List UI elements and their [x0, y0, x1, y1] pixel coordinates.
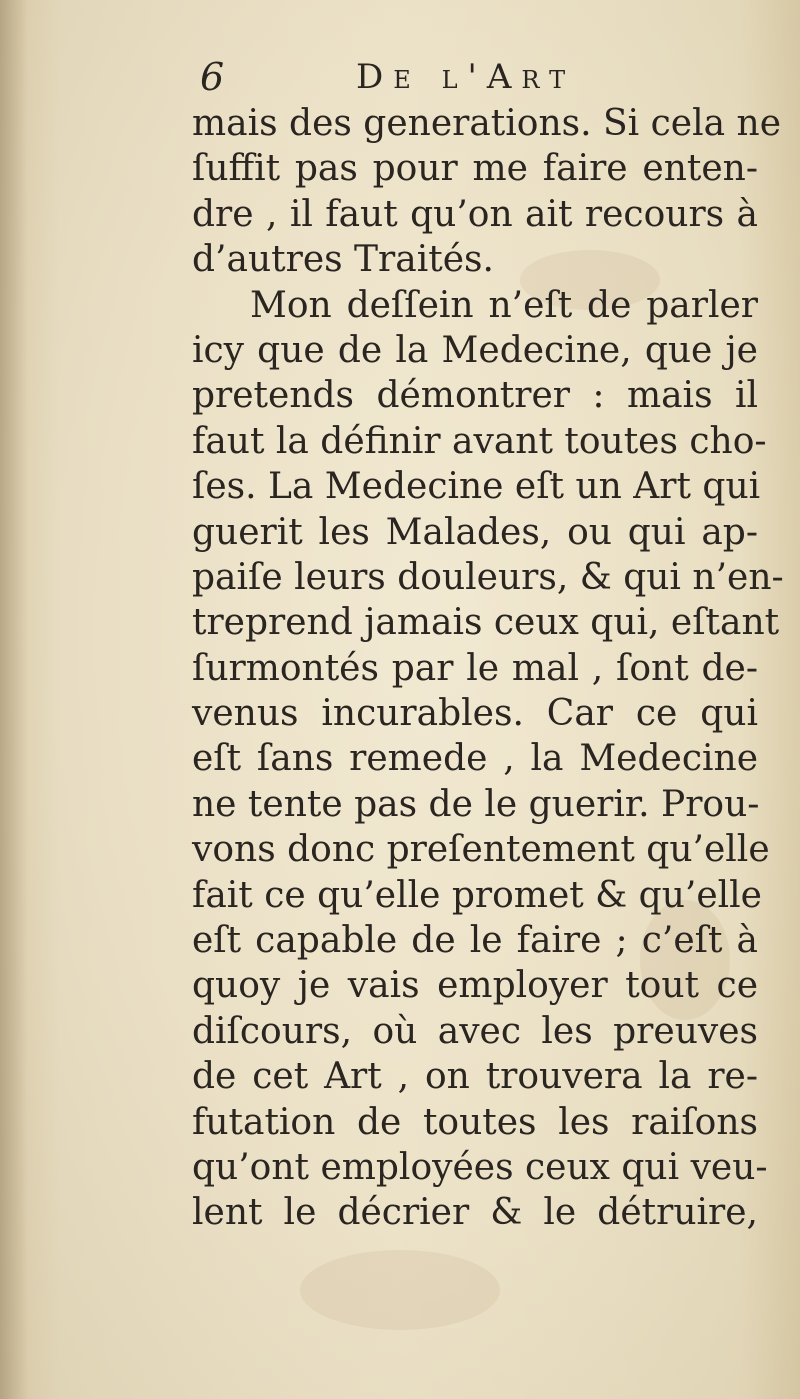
text-line: guerit les Malades, ou qui ap-: [192, 511, 758, 553]
text-line: treprend jamais ceux qui, eſtant: [192, 602, 780, 644]
text-line: quoy je vais employer tout ce: [192, 965, 758, 1007]
text-line: lent le décrier & le détruire,: [192, 1192, 758, 1234]
text-line: vons donc preſentement qu’elle: [192, 829, 770, 871]
text-line: futation de toutes les raiſons: [192, 1101, 758, 1143]
paper-stain: [300, 1250, 500, 1330]
text-line: eſt capable de le faire ; c’eſt à: [192, 920, 758, 962]
text-line: ſurmontés par le mal , ſont de-: [192, 647, 758, 689]
text-line: ſuffit pas pour me faire enten-: [192, 148, 758, 190]
text-line: fait ce qu’elle promet & qu’elle: [192, 874, 762, 916]
text-line: qu’ont employées ceux qui veu-: [192, 1146, 768, 1188]
text-line: eſt ſans remede , la Medecine: [192, 738, 758, 780]
page-number: 6: [200, 55, 225, 99]
running-header: [200, 52, 760, 102]
text-line: ſes. La Medecine eſt un Art qui: [192, 466, 761, 508]
text-line: pretends démontrer : mais il: [192, 375, 758, 417]
text-line: ne tente pas de le guerir. Prou-: [192, 783, 760, 825]
text-line: mais des generations. Si cela ne: [192, 103, 782, 144]
text-line: paiſe leurs douleurs, & qui n’en-: [192, 556, 784, 598]
text-line: dre , il faut qu’on ait recours à: [192, 193, 758, 235]
text-line: diſcours, où avec les preuves: [192, 1010, 758, 1052]
text-line: Mon deſſein n’eſt de parler: [250, 284, 758, 326]
running-title: De l'Art: [356, 57, 576, 97]
text-line: d’autres Traités.: [192, 239, 494, 281]
text-line: icy que de la Medecine, que je: [192, 329, 758, 371]
body-text: [192, 101, 784, 1236]
text-line: faut la définir avant toutes cho-: [192, 420, 767, 462]
spine-shadow: [0, 0, 28, 1399]
text-line: de cet Art , on trouvera la re-: [192, 1056, 758, 1098]
text-line: venus incurables. Car ce qui: [192, 693, 758, 735]
